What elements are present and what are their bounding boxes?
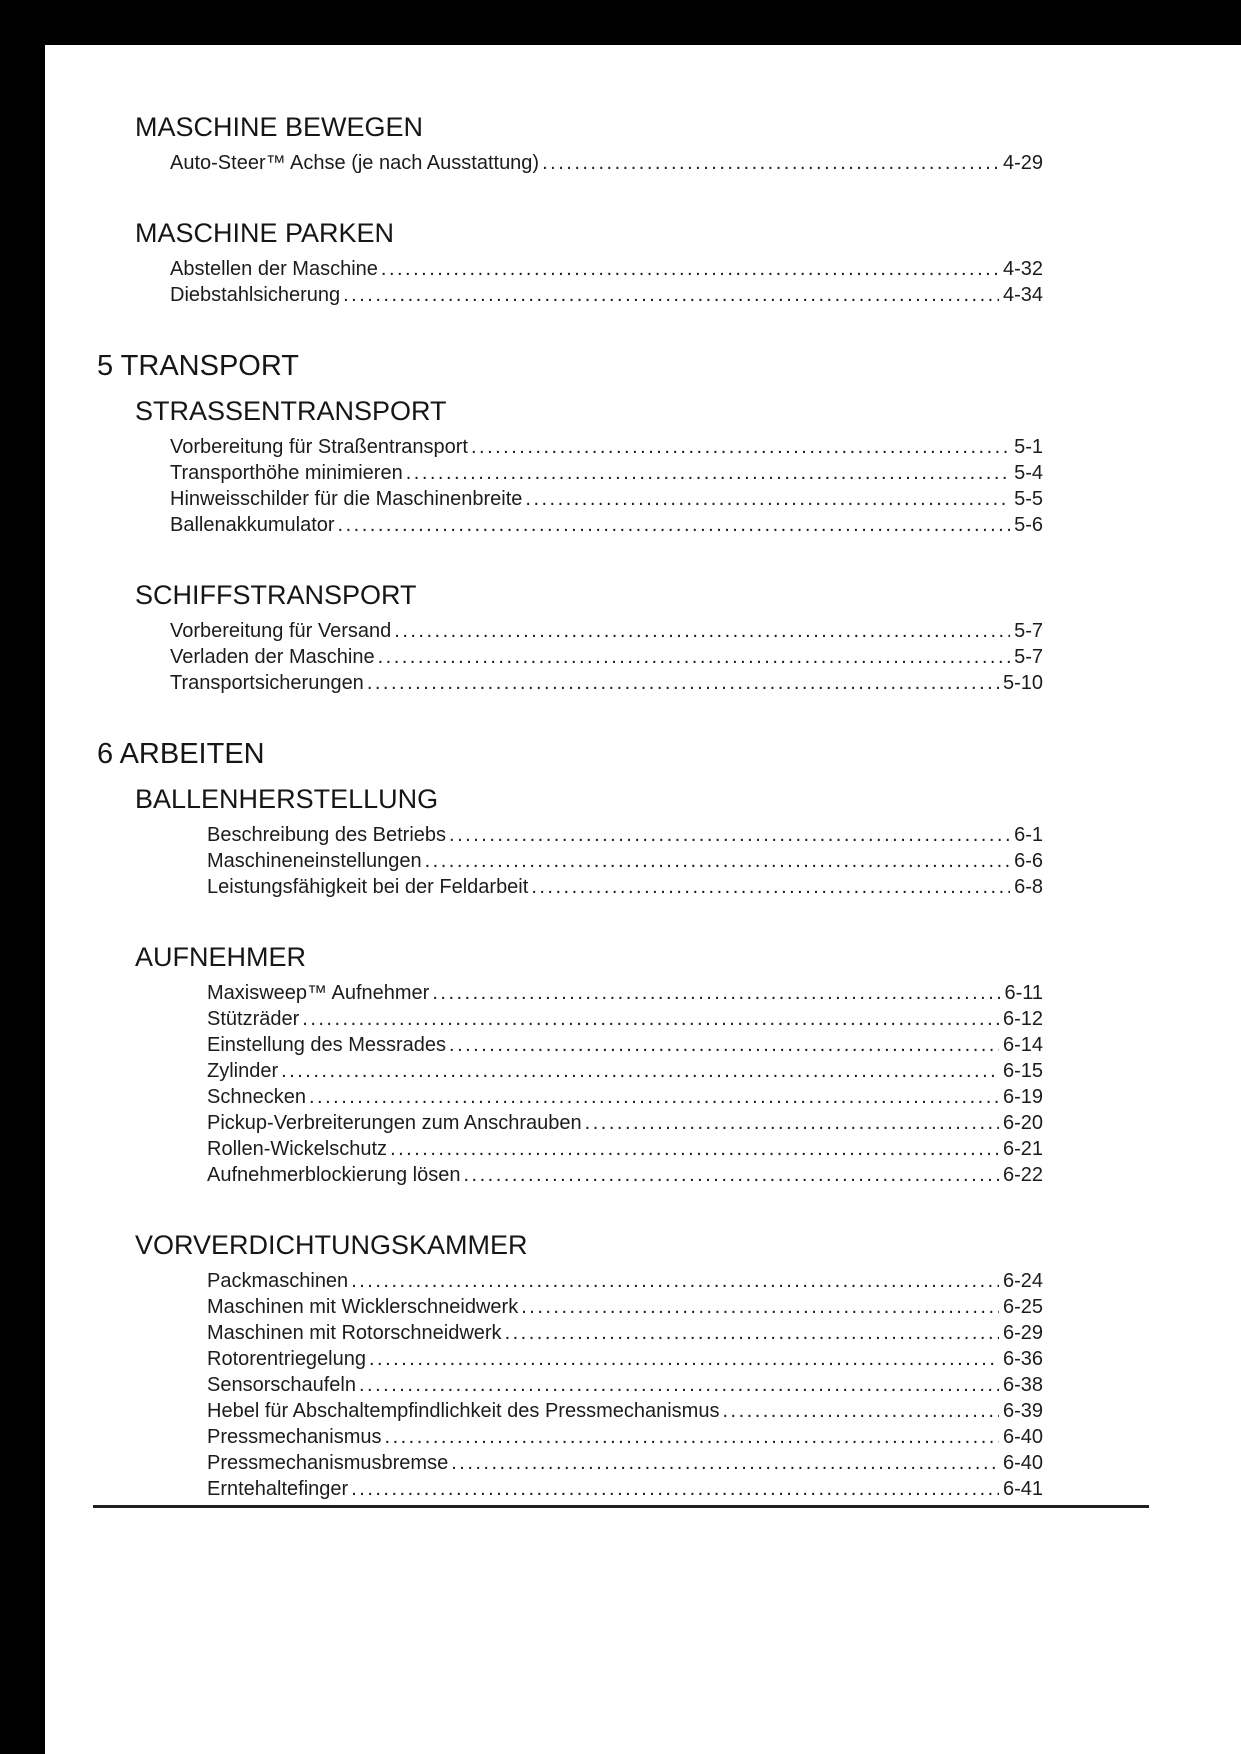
dot-leader: [722, 1398, 999, 1424]
dot-leader: [351, 1476, 999, 1502]
dot-leader: [531, 874, 1010, 900]
toc-section: [0, 218, 1241, 308]
section-heading: AUFNEHMER: [135, 942, 307, 972]
toc-entry-title: Maschineneinstellungen: [207, 850, 422, 872]
toc-entry-title: Vorbereitung für Versand: [170, 620, 392, 642]
toc-section: [0, 580, 1241, 696]
footer-rule: [93, 1505, 1149, 1508]
dot-leader: [381, 256, 999, 282]
toc-entry: [207, 1450, 1043, 1476]
dot-leader: [369, 1346, 999, 1372]
toc-entry-title: Hebel für Abschaltempfindlichkeit des Pressmechanismus: [207, 1400, 720, 1422]
toc-entry-list: [170, 256, 1241, 308]
toc-entry-page: 6-22: [1002, 1164, 1043, 1186]
toc-entry: [207, 874, 1043, 900]
toc-entry-page: 6-12: [1002, 1008, 1043, 1030]
toc-section: [0, 784, 1241, 900]
toc-entry: [170, 670, 1043, 696]
toc-entry-title: Vorbereitung für Straßentransport: [170, 436, 468, 458]
dot-leader: [585, 1110, 999, 1136]
toc-entry-page: 6-14: [1002, 1034, 1043, 1056]
toc-entry-page: 4-29: [1002, 152, 1043, 174]
toc-entry-page: 5-10: [1002, 672, 1043, 694]
toc-entry: [207, 1372, 1043, 1398]
toc-entry-page: 4-34: [1002, 284, 1043, 306]
toc-entry-title: Schnecken: [207, 1086, 306, 1108]
toc-entry-list: [170, 434, 1241, 538]
toc-entry-list: [170, 618, 1241, 696]
dot-leader: [309, 1084, 999, 1110]
toc-entry-page: 6-19: [1002, 1086, 1043, 1108]
toc-entry-title: Zylinder: [207, 1060, 279, 1082]
toc-entry: [170, 512, 1043, 538]
dot-leader: [343, 282, 999, 308]
toc-entry-page: 5-1: [1014, 436, 1043, 458]
toc-entry: [170, 486, 1043, 512]
toc-entry-title: Transporthöhe minimieren: [170, 462, 403, 484]
toc-entry: [207, 822, 1043, 848]
dot-leader: [351, 1268, 999, 1294]
toc-entry-title: Hinweisschilder für die Maschinenbreite: [170, 488, 523, 510]
toc-entry: [207, 1058, 1043, 1084]
toc-entry-title: Sensorschaufeln: [207, 1374, 356, 1396]
toc-entry-title: Auto-Steer™ Achse (je nach Ausstattung): [170, 152, 540, 174]
toc-entry-page: 6-1: [1014, 824, 1043, 846]
toc-entry: [207, 1006, 1043, 1032]
toc-section: [0, 942, 1241, 1188]
toc-entry: [207, 980, 1043, 1006]
dot-leader: [359, 1372, 999, 1398]
toc-entry-title: Aufnehmerblockierung lösen: [207, 1164, 461, 1186]
toc-entry-page: 5-4: [1014, 462, 1043, 484]
toc-entry: [170, 460, 1043, 486]
toc-entry: [170, 618, 1043, 644]
dot-leader: [542, 150, 999, 176]
toc-entry: [207, 1320, 1043, 1346]
toc-section: [0, 112, 1241, 176]
toc-entry-title: Pressmechanismusbremse: [207, 1452, 449, 1474]
toc-entry: [170, 434, 1043, 460]
toc-entry: [207, 1346, 1043, 1372]
toc-entry-page: 5-5: [1014, 488, 1043, 510]
toc-entry: [207, 1136, 1043, 1162]
toc-entry-page: 6-24: [1002, 1270, 1043, 1292]
toc-entry-page: 6-39: [1002, 1400, 1043, 1422]
dot-leader: [449, 822, 1010, 848]
toc-section: [0, 396, 1241, 538]
toc-entry-title: Ballenakkumulator: [170, 514, 335, 536]
toc-entry: [207, 1032, 1043, 1058]
toc-entry-title: Abstellen der Maschine: [170, 258, 378, 280]
toc-entry: [207, 1084, 1043, 1110]
toc-entry-title: Maschinen mit Wicklerschneidwerk: [207, 1296, 519, 1318]
toc-entry: [170, 256, 1043, 282]
toc-entry-page: 6-36: [1002, 1348, 1043, 1370]
toc-entry-page: 6-29: [1002, 1322, 1043, 1344]
toc-entry-list: [207, 980, 1241, 1188]
dot-leader: [432, 980, 1000, 1006]
toc-entry-page: 6-25: [1002, 1296, 1043, 1318]
toc-entry-title: Leistungsfähigkeit bei der Feldarbeit: [207, 876, 529, 898]
toc-entry-list: [207, 1268, 1241, 1502]
chapter-heading: 5 TRANSPORT: [97, 350, 299, 382]
toc-entry-title: Rollen-Wickelschutz: [207, 1138, 388, 1160]
dot-leader: [464, 1162, 999, 1188]
dot-leader: [505, 1320, 999, 1346]
toc-entry: [207, 1294, 1043, 1320]
toc-entry: [170, 150, 1043, 176]
dot-leader: [521, 1294, 999, 1320]
toc-entry-title: Maxisweep™ Aufnehmer: [207, 982, 430, 1004]
toc-entry-page: 6-40: [1002, 1452, 1043, 1474]
toc-entry: [207, 1162, 1043, 1188]
toc-entry-title: Maschinen mit Rotorschneidwerk: [207, 1322, 502, 1344]
toc-entry-title: Rotorentriegelung: [207, 1348, 366, 1370]
toc-entry: [207, 848, 1043, 874]
toc-entry-title: Stützräder: [207, 1008, 300, 1030]
toc-entry-page: 6-20: [1002, 1112, 1043, 1134]
dot-leader: [451, 1450, 999, 1476]
dot-leader: [367, 670, 999, 696]
dot-leader: [302, 1006, 999, 1032]
toc-entry-title: Transportsicherungen: [170, 672, 364, 694]
toc-entry: [207, 1268, 1043, 1294]
section-heading: SCHIFFSTRANSPORT: [135, 580, 417, 610]
toc-entry-page: 5-7: [1014, 646, 1043, 668]
toc-entry-page: 5-7: [1014, 620, 1043, 642]
toc-entry-title: Pressmechanismus: [207, 1426, 382, 1448]
toc-entry: [207, 1110, 1043, 1136]
dot-leader: [385, 1424, 999, 1450]
section-heading: MASCHINE BEWEGEN: [135, 112, 424, 142]
toc-entry-page: 6-40: [1002, 1426, 1043, 1448]
toc-entry-title: Pickup-Verbreiterungen zum Anschrauben: [207, 1112, 582, 1134]
dot-leader: [449, 1032, 999, 1058]
toc-entry-title: Einstellung des Messrades: [207, 1034, 447, 1056]
toc-entry-title: Beschreibung des Betriebs: [207, 824, 447, 846]
dot-leader: [281, 1058, 999, 1084]
toc-entry-title: Verladen der Maschine: [170, 646, 375, 668]
toc-entry-title: Diebstahlsicherung: [170, 284, 341, 306]
toc-entry-list: [170, 150, 1241, 176]
toc-entry-page: 5-6: [1014, 514, 1043, 536]
dot-leader: [406, 460, 1010, 486]
toc-entry-page: 6-15: [1002, 1060, 1043, 1082]
section-heading: VORVERDICHTUNGSKAMMER: [135, 1230, 528, 1260]
toc-entry: [207, 1424, 1043, 1450]
toc-entry-page: 6-8: [1014, 876, 1043, 898]
dot-leader: [338, 512, 1011, 538]
section-heading: STRASSENTRANSPORT: [135, 396, 447, 426]
toc-entry: [207, 1476, 1043, 1502]
toc-entry-title: Packmaschinen: [207, 1270, 349, 1292]
dot-leader: [525, 486, 1010, 512]
toc-entry-page: 6-41: [1002, 1478, 1043, 1500]
toc-entry: [170, 644, 1043, 670]
toc-entry-page: 6-21: [1002, 1138, 1043, 1160]
dot-leader: [378, 644, 1011, 670]
dot-leader: [390, 1136, 999, 1162]
toc-section: [0, 1230, 1241, 1502]
toc-entry: [170, 282, 1043, 308]
toc-entry-page: 6-11: [1004, 982, 1043, 1004]
toc-entry-page: 6-38: [1002, 1374, 1043, 1396]
dot-leader: [425, 848, 1011, 874]
chapter-heading: 6 ARBEITEN: [97, 738, 265, 770]
dot-leader: [394, 618, 1010, 644]
toc-entry-list: [207, 822, 1241, 900]
dot-leader: [471, 434, 1010, 460]
toc-entry: [207, 1398, 1043, 1424]
toc-entry-page: 4-32: [1002, 258, 1043, 280]
section-heading: BALLENHERSTELLUNG: [135, 784, 439, 814]
toc-entry-page: 6-6: [1014, 850, 1043, 872]
section-heading: MASCHINE PARKEN: [135, 218, 395, 248]
toc-entry-title: Erntehaltefinger: [207, 1478, 349, 1500]
